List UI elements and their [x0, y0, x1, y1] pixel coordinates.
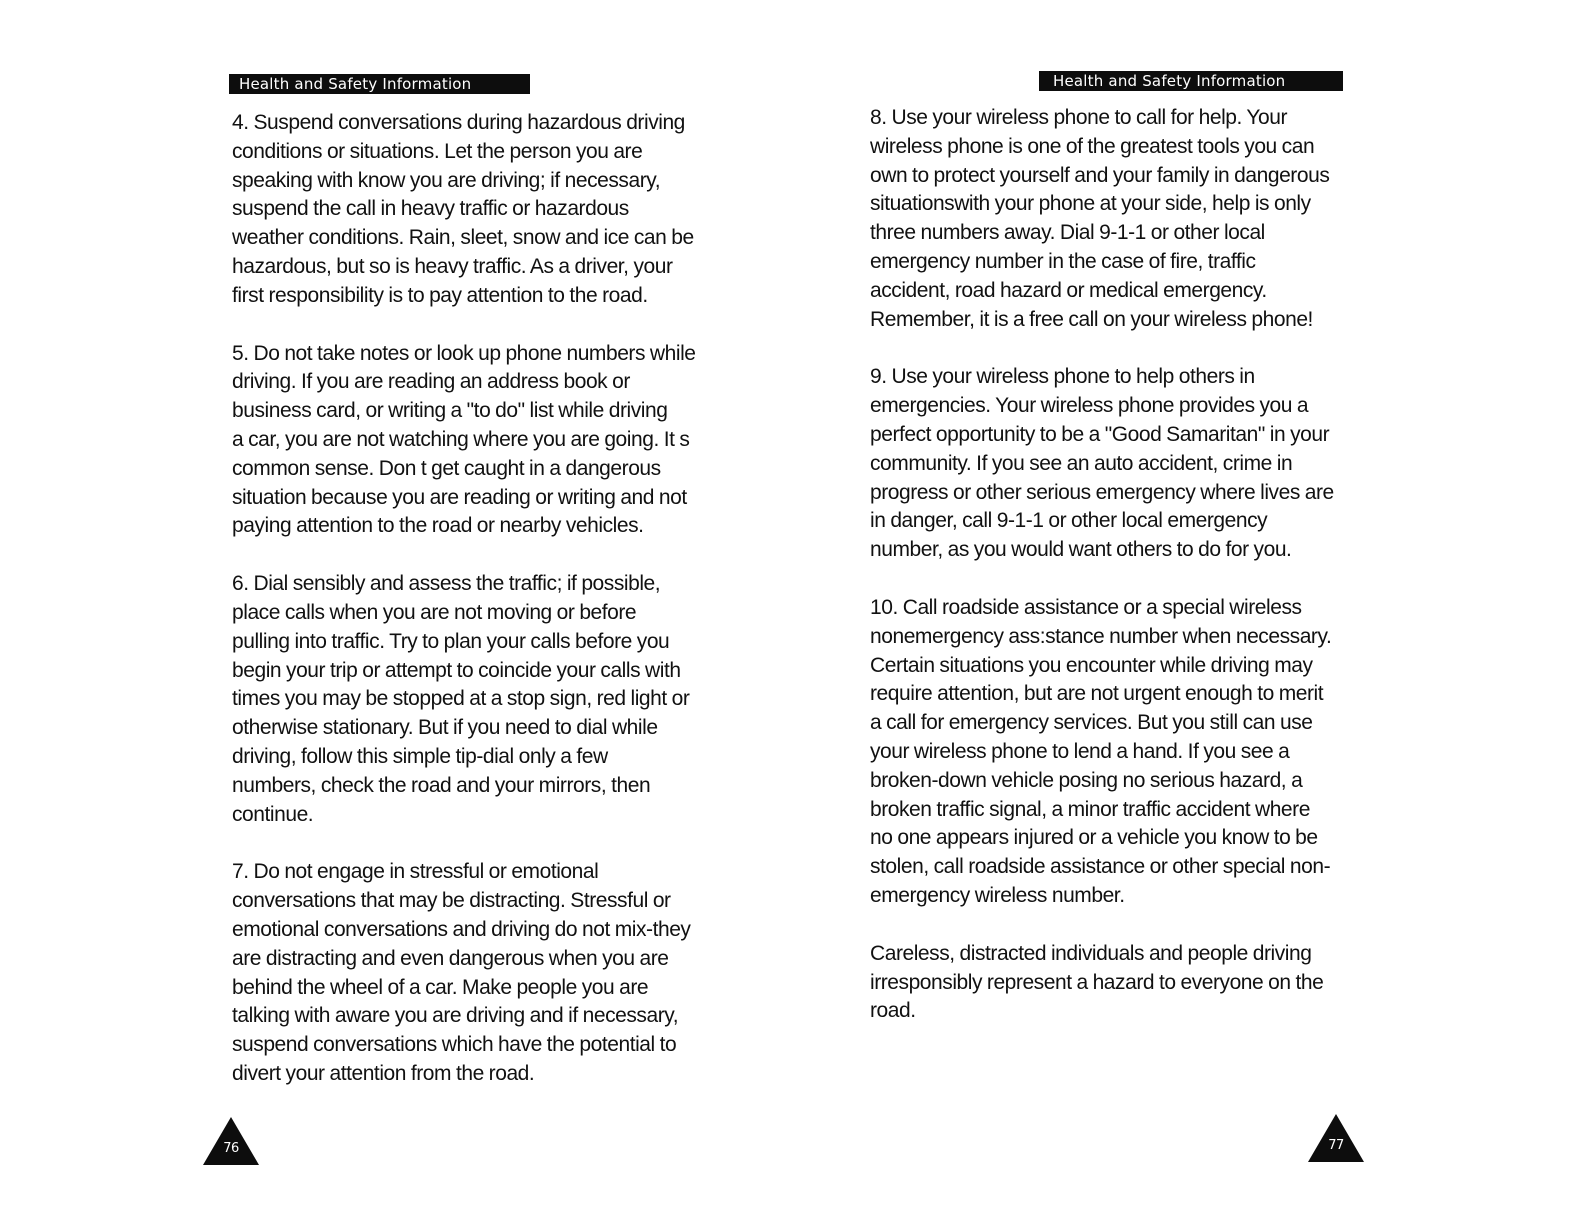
- paragraph-4: 4. Suspend conversations during hazardous driving conditions or situations. Let the person you are speaking with know you are driving; if necessary, suspend the call in heavy traffic or hazardous weather conditions. Rain, sleet, snow and ice can be hazardous, but so is heavy traffic. As a driver, your first responsibility is to pay attention to the road.: [232, 111, 694, 307]
- section-header: Health and Safety Information: [1039, 71, 1343, 91]
- paragraph-6: 6. Dial sensibly and assess the traffic; if possible, place calls when you are not moving or before pulling into traffic. Try to plan your calls before you begin your trip or attempt to coincide your calls with times you may be stopped at a stop sign, red light or otherwise stationary. But if you need to dial while driving, follow this simple tip-dial only a few numbers, check the road and your mirrors, then continue.: [232, 572, 690, 826]
- paragraph-closing: Careless, distracted individuals and people driving irresponsibly represent a hazard to everyone on the road.: [870, 941, 1324, 1023]
- body-text: [870, 104, 1340, 1055]
- body-text: [232, 109, 702, 1118]
- paragraph-10: 10. Call roadside assistance or a special wireless nonemergency ass:stance number when necessary. Certain situations you encounter while driving may require attention, but are not urgent enough to merit a call for emergency services. But you still can use your wireless phone to lend a hand. If you see a broken-down vehicle posing no serious hazard, a broken traffic signal, a minor traffic accident where no one appears injured or a vehicle you know to be stolen, call roadside assistance or other special non- emergency wireless number.: [870, 595, 1332, 907]
- paragraph-9: 9. Use your wireless phone to help others in emergencies. Your wireless phone provides you a perfect opportunity to be a "Good Samaritan" in your community. If you see an auto accident, crime in progress or other serious emergency where lives are in danger, call 9-1-1 or other local emergency number, as you would want others to do for you.: [870, 365, 1334, 562]
- section-header: Health and Safety Information: [229, 74, 530, 94]
- page-number: 77: [1328, 1138, 1344, 1153]
- page-number-badge: [1306, 1112, 1366, 1164]
- right-page: [789, 0, 1578, 1221]
- paragraph-5: 5. Do not take notes or look up phone numbers while driving. If you are reading an address book or business card, or writing a "to do" list while driving a car, you are not watching where you are going. It s common sense. Don t get caught in a dangerous situation because you are reading or writing and not paying attention to the road or nearby vehicles.: [232, 341, 696, 538]
- paragraph-8: 8. Use your wireless phone to call for help. Your wireless phone is one of the greatest tools you can own to protect yourself and your family in dangerous situationswith your phone at your side, help is only three numbers away. Dial 9-1-1 or other local emergency number in the case of fire, traffic accident, road hazard or medical emergency. Remember, it is a free call on your wireless phone!: [870, 106, 1330, 331]
- page-number: 76: [223, 1141, 239, 1156]
- page-number-badge: [201, 1115, 261, 1167]
- paragraph-7: 7. Do not engage in stressful or emotional conversations that may be distracting. Stressful or emotional conversations and driving do not mix-they are distracting and even dangerous when you are behind the wheel of a car. Make people you are talking with aware you are driving and if necessary, suspend conversations which have the potential to divert your attention from the road.: [232, 860, 691, 1085]
